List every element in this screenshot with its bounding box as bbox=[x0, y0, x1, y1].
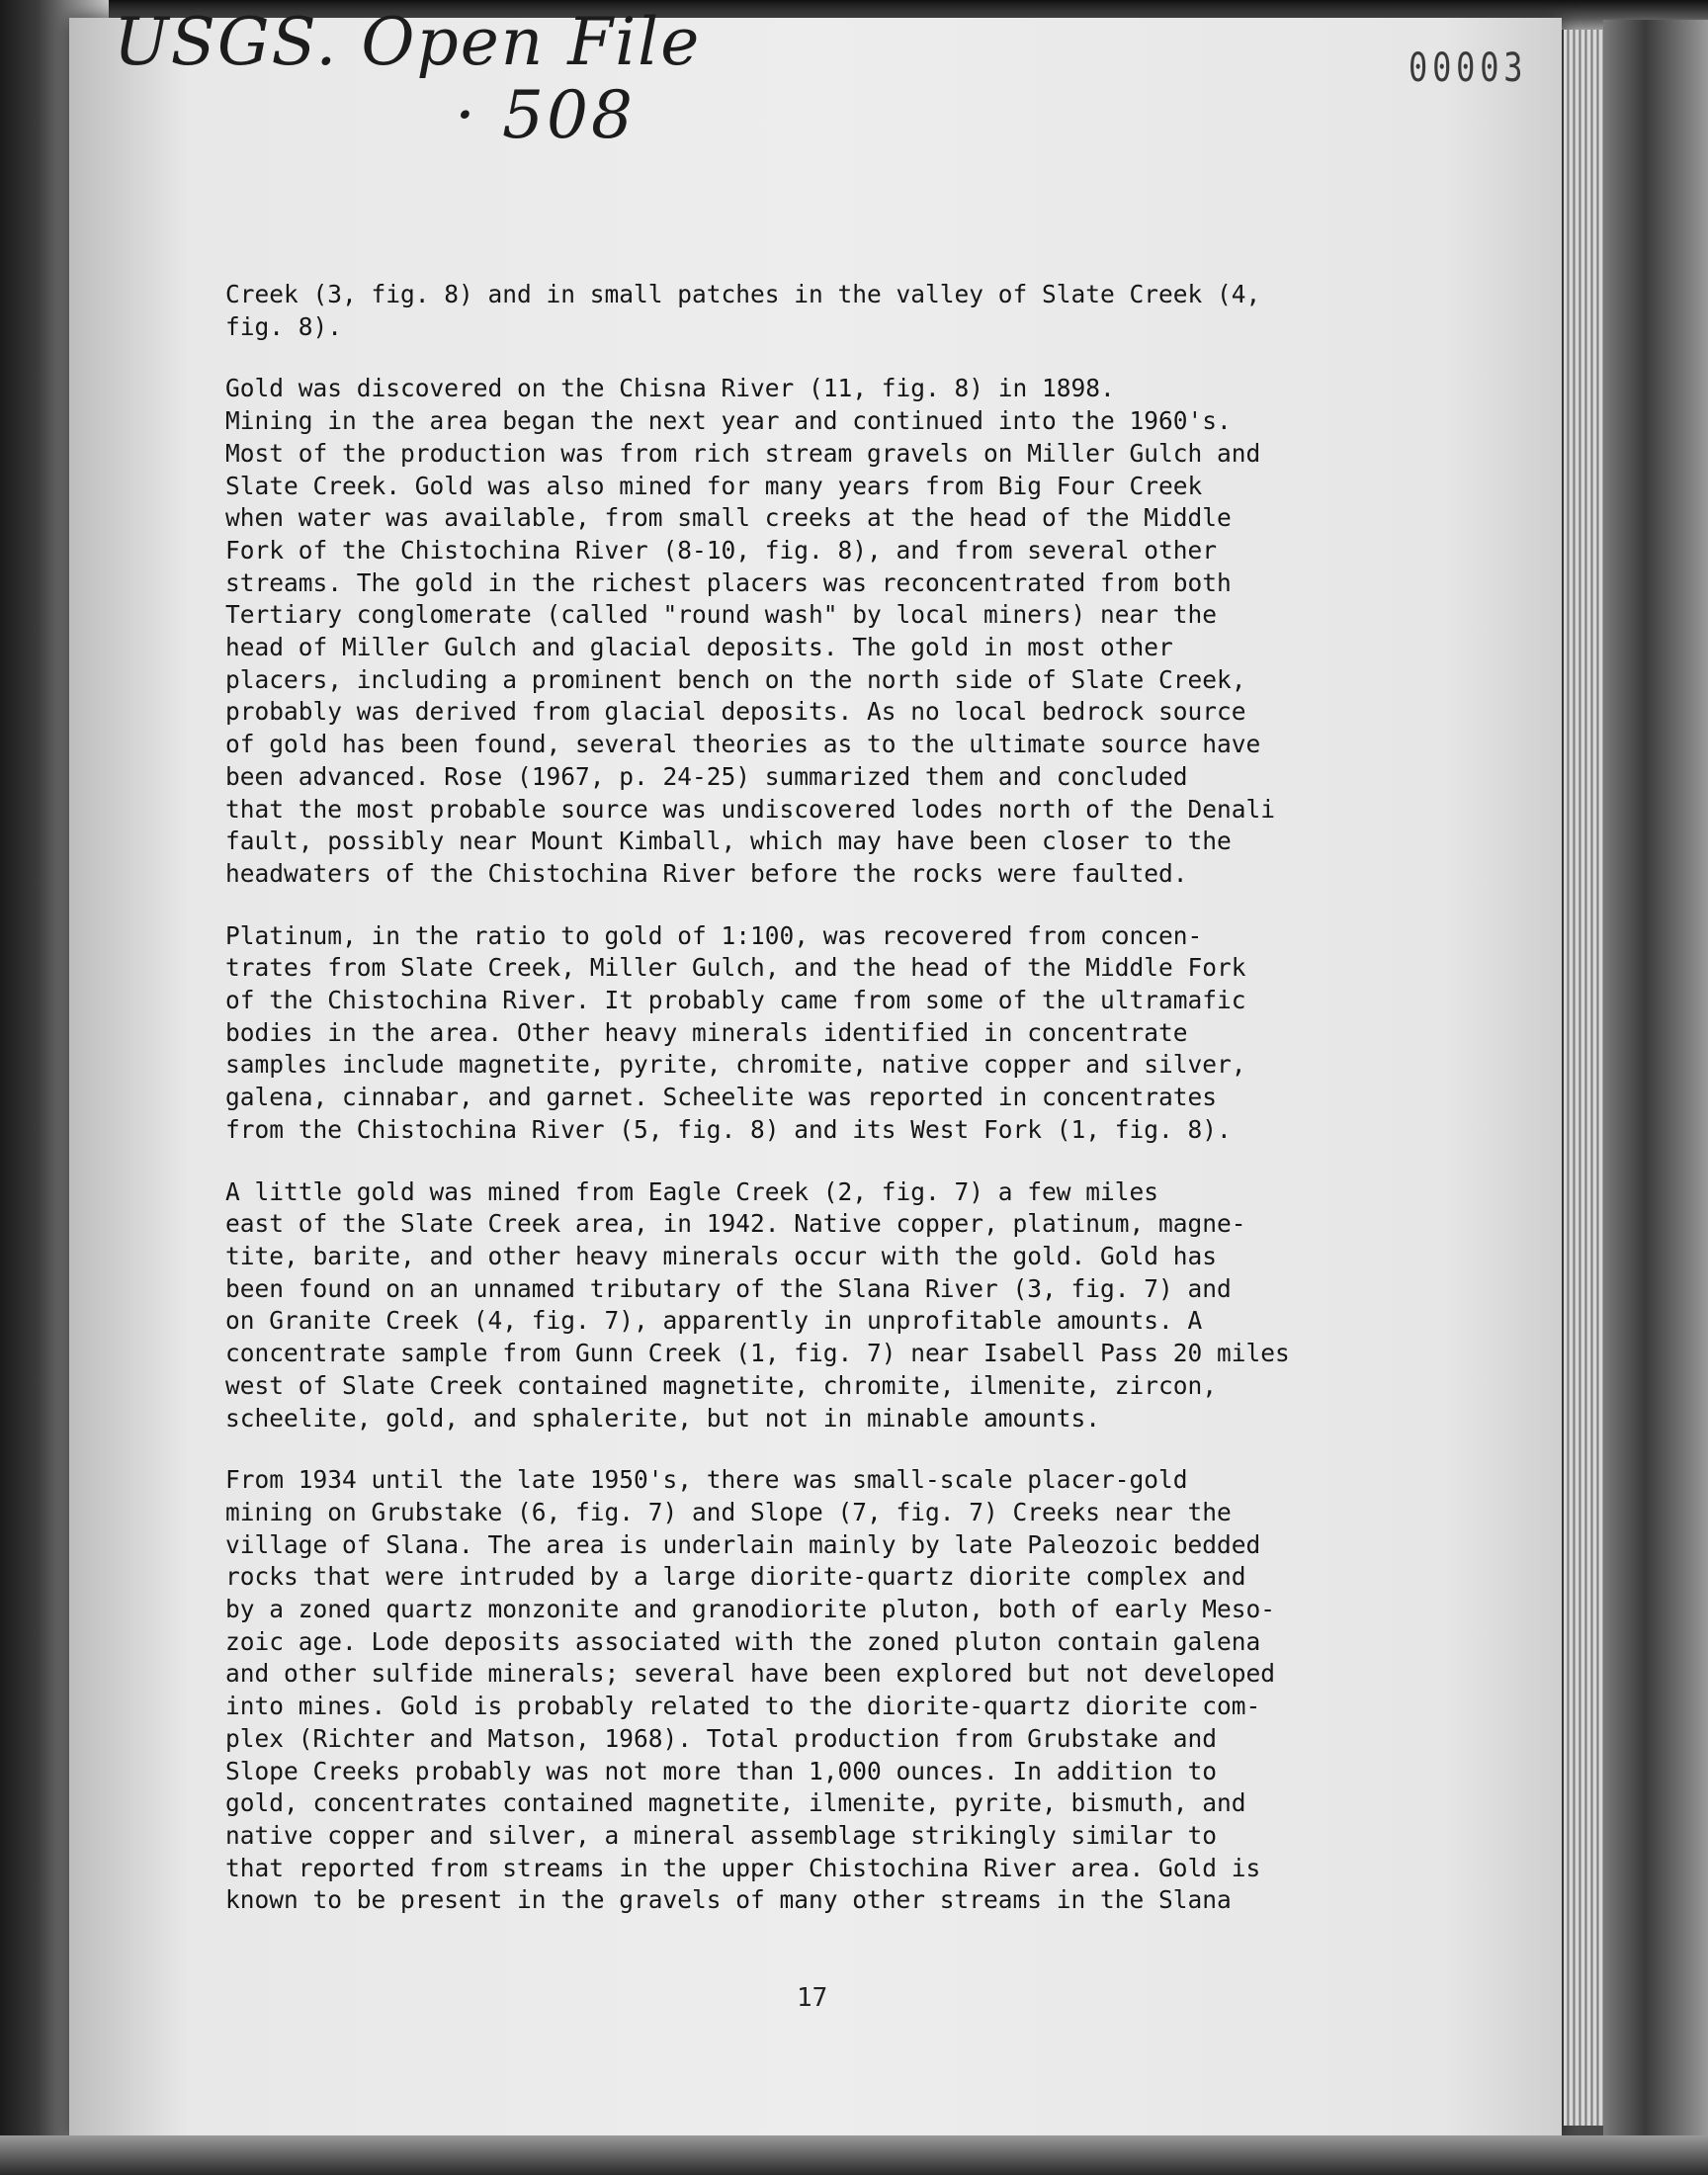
paragraph-platinum: Platinum, in the ratio to gold of 1:100, was recovered from concen- trates from Slate Creek, Miller Gulch, and the head of the Middle Fork of the Chistochina River. It probably came from some of the ultramafic bodies in the area. Other heavy minerals identified in concentrate samples include magnetite, pyrite, chromite, native copper and silver, galena, cinnabar, and garnet. Scheelite was reported in concentrates from the Chistochina River (5, fig. 8) and its West Fork (1, fig. 8). bbox=[225, 920, 1246, 1144]
page-stack-edges bbox=[1564, 30, 1603, 2126]
document-id-stamp: 00003 bbox=[1409, 45, 1528, 91]
paragraph-continuation: Creek (3, fig. 8) and in small patches in the valley of Slate Creek (4, fig. 8). bbox=[225, 280, 1261, 341]
handwritten-annotation-line1: USGS. Open File bbox=[114, 4, 702, 80]
scan-shadow-bottom bbox=[0, 2135, 1708, 2175]
handwritten-annotation-line2: · 508 bbox=[455, 77, 636, 153]
paragraph-eagle-creek: A little gold was mined from Eagle Creek (2, fig. 7) a few miles east of the Slate Creek area, in 1942. Native copper, platinum, magne- tite, barite, and other heavy minerals occur with the gold. Gold has been found on an unnamed tributary of the Slana River (3, fig. 7) and on Granite Creek (4, fig. 7), apparently in unprofitable amounts. A concentrate sample from Gunn Creek (1, fig. 7) near Isabell Pass 20 miles west of Slate Creek contained magnetite, chromite, ilmenite, zircon, scheelite, gold, and sphalerite, but not in minable amounts. bbox=[225, 1176, 1290, 1433]
paragraph-chisna-gold: Gold was discovered on the Chisna River (11, fig. 8) in 1898. Mining in the area began the next year and continued into the 1960's. Most of the production was from rich stream gravels on Miller Gulch and Slate Creek. Gold was also mined for many years from Big Four Creek when water was available, from small creeks at the head of the Middle Fork of the Chistochina River (8-10, fig. 8), and from several other streams. The gold in the richest placers was reconcentrated from both Tertiary conglomerate (called "round wash" by local miners) near the head of Miller Gulch and glacial deposits. The gold in most other placers, including a prominent bench on the north side of Slate Creek, probably was derived from glacial deposits. As no local bedrock source of gold has been found, several theories as to the ultimate source have been advanced. Rose (1967, p. 24-25) summarized them and concluded that the most probable source was undiscovered lodes north of the Denali fault, possibly near Mount Kimball, which may have been closer to the headwaters of the Chistochina River before the rocks were faulted. bbox=[225, 374, 1276, 888]
page-stack-shadow bbox=[1603, 20, 1708, 2145]
body-text bbox=[225, 279, 1441, 1947]
paragraph-grubstake-slope: From 1934 until the late 1950's, there was small-scale placer-gold mining on Grubstake (6, fig. 7) and Slope (7, fig. 7) Creeks near the village of Slana. The area is underlain mainly by late Paleozoic bedded rocks that were intruded by a large diorite-quartz diorite complex and by a zoned quartz monzonite and granodiorite pluton, both of early Meso- zoic age. Lode deposits associated with the zoned pluton contain galena and other sulfide minerals; several have been explored but not developed into mines. Gold is probably related to the diorite-quartz diorite com- plex (Richter and Matson, 1968). Total production from Grubstake and Slope Creeks probably was not more than 1,000 ounces. In addition to gold, concentrates contained magnetite, ilmenite, pyrite, bismuth, and native copper and silver, a mineral assemblage strikingly similar to that reported from streams in the upper Chistochina River area. Gold is known to be present in the gravels of many other streams in the Slana bbox=[225, 1465, 1276, 1915]
page-number: 17 bbox=[797, 1983, 828, 2013]
